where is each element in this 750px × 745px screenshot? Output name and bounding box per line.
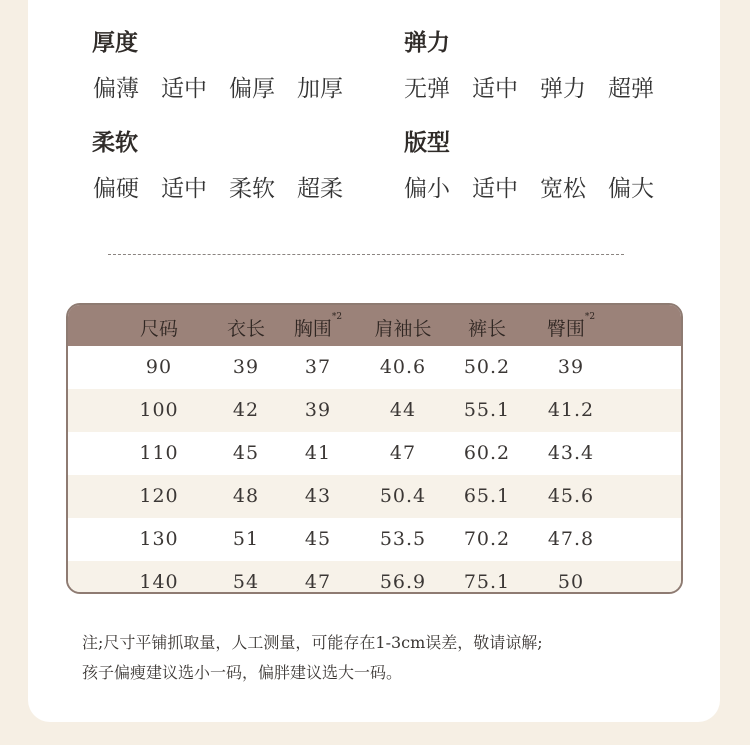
- table-cell: 140: [139, 571, 179, 593]
- table-cell: 47.8: [547, 528, 595, 550]
- table-cell: 43.4: [547, 442, 595, 464]
- table-cell: 120: [139, 485, 179, 507]
- table-header: [68, 305, 681, 346]
- table-row: [68, 432, 681, 475]
- table-cell: 39: [304, 399, 332, 421]
- table-cell: 75.1: [463, 571, 511, 593]
- table-cell: 56.9: [379, 571, 427, 593]
- header-hip: 臀围$^{*2}$: [546, 312, 596, 340]
- attribute-title: 弹力: [404, 29, 450, 56]
- option-medium: 适中: [161, 76, 207, 102]
- table-cell: 44: [389, 399, 417, 421]
- note-line: 孩子偏瘦建议选小一码，偏胖建议选大一码。: [82, 663, 403, 682]
- table-cell: 39: [557, 356, 585, 378]
- option-no-stretch: 无弹: [404, 76, 450, 102]
- table-body: [68, 346, 681, 594]
- header-sleeve: 肩袖长: [374, 318, 432, 340]
- table-cell: 50.4: [379, 485, 427, 507]
- table-cell: 130: [139, 528, 179, 550]
- header-pants-length: 裤长: [467, 318, 506, 340]
- table-row: [68, 346, 681, 389]
- table-cell: 43: [304, 485, 332, 507]
- table-cell: 41.2: [547, 399, 595, 421]
- option-thick-selected: 偏厚: [217, 70, 287, 103]
- option-medium-selected: 适中: [460, 70, 530, 103]
- header-length: 衣长: [226, 318, 265, 340]
- option-stretch: 弹力: [540, 76, 586, 102]
- header-size: 尺码: [139, 318, 178, 340]
- option-small: 偏小: [404, 176, 450, 202]
- table-cell: 48: [232, 485, 260, 507]
- option-super-soft: 超柔: [297, 176, 343, 202]
- table-cell: 51: [232, 528, 260, 550]
- header-hip-sup: *2: [584, 312, 596, 322]
- table-cell: 39: [232, 356, 260, 378]
- table-cell: 55.1: [463, 399, 511, 421]
- dashed-divider: [108, 254, 624, 255]
- table-cell: 47: [389, 442, 417, 464]
- table-row: [68, 561, 681, 594]
- table-cell: 41: [304, 442, 332, 464]
- option-extra-thick: 加厚: [297, 76, 343, 102]
- option-super-stretch: 超弹: [608, 76, 654, 102]
- table-cell: 42: [232, 399, 260, 421]
- option-large: 偏大: [608, 176, 654, 202]
- table-row: [68, 475, 681, 518]
- option-medium-selected: 适中: [149, 170, 219, 203]
- option-medium-selected: 适中: [460, 170, 530, 203]
- table-cell: 50.2: [463, 356, 511, 378]
- table-cell: 45.6: [547, 485, 595, 507]
- table-cell: 54: [232, 571, 260, 593]
- table-cell: 90: [145, 356, 173, 378]
- attribute-title: 厚度: [92, 29, 138, 56]
- option-thin: 偏薄: [93, 76, 139, 102]
- table-cell: 70.2: [463, 528, 511, 550]
- header-chest: 胸围$^{*2}$: [293, 312, 343, 340]
- table-cell: 65.1: [463, 485, 511, 507]
- table-cell: 45: [232, 442, 260, 464]
- table-cell: 110: [139, 442, 179, 464]
- table-cell: 40.6: [379, 356, 427, 378]
- table-cell: 100: [139, 399, 179, 421]
- table-cell: 53.5: [379, 528, 427, 550]
- size-notes: [82, 628, 543, 688]
- option-soft: 柔软: [229, 176, 275, 202]
- header-chest-sup: *2: [331, 312, 343, 322]
- table-cell: 60.2: [463, 442, 511, 464]
- attribute-title: 柔软: [92, 129, 138, 156]
- table-cell: 50: [557, 571, 585, 593]
- table-row: [68, 518, 681, 561]
- option-hard: 偏硬: [93, 176, 139, 202]
- table-cell: 37: [304, 356, 332, 378]
- size-table: [66, 303, 683, 594]
- note-line: 注;尺寸平铺抓取量，人工测量，可能存在1-3cm误差，敬请谅解;: [82, 633, 543, 652]
- table-row: [68, 389, 681, 432]
- option-loose: 宽松: [540, 176, 586, 202]
- attribute-title: 版型: [404, 129, 450, 156]
- table-cell: 47: [304, 571, 332, 593]
- table-cell: 45: [304, 528, 332, 550]
